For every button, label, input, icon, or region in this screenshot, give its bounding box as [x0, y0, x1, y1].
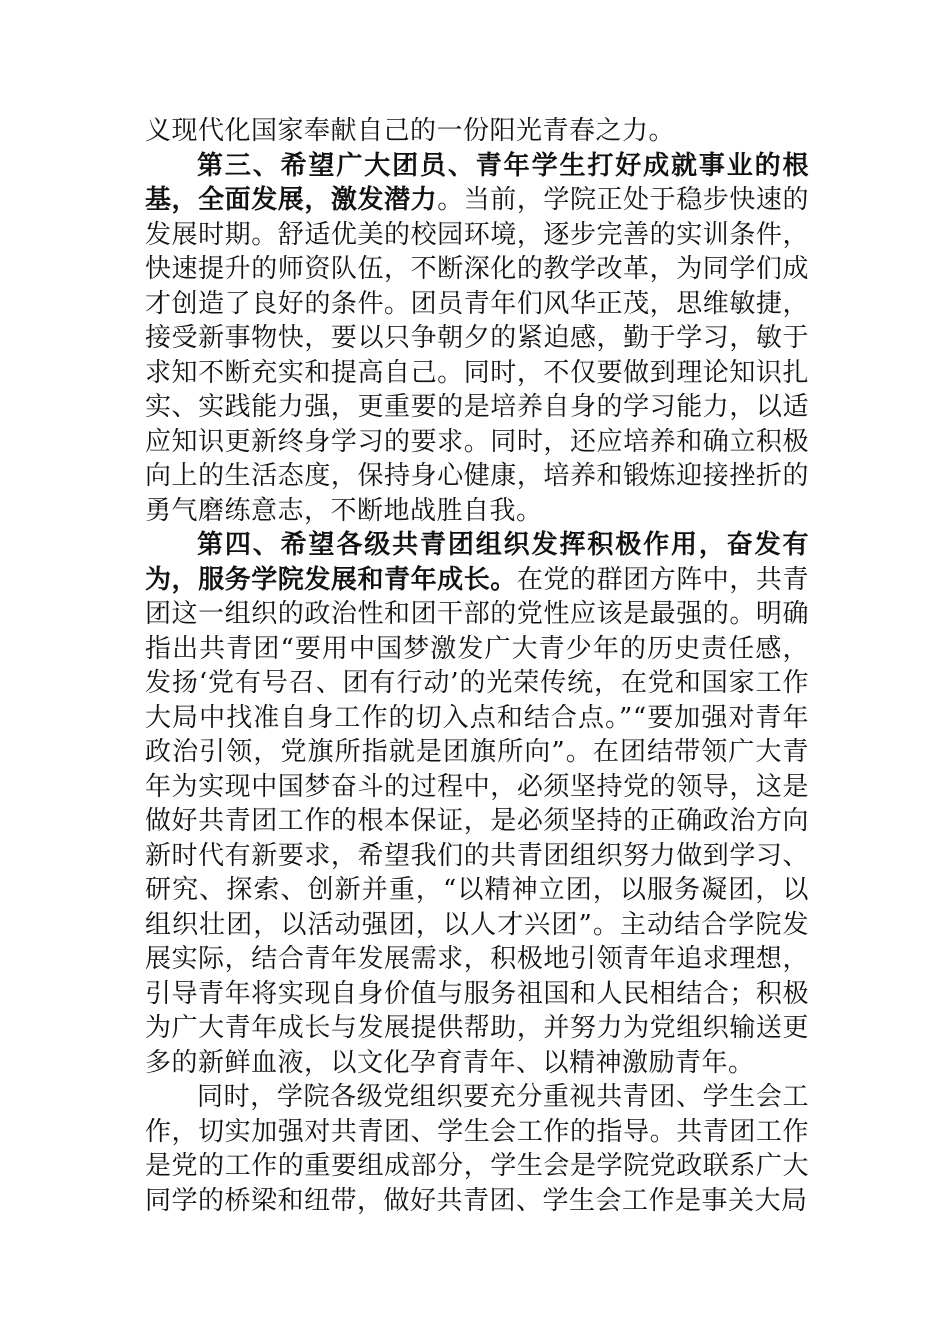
paragraph-text: 同时，学院各级党组织要充分重视共青团、学生会工作，切实加强对共青团、学生会工作的指导。共青团工作是党的工作的重要组成部分，学生会是学院党政联系广大同学的桥梁和纽带，做好共青团、学生会工作是事关大局: [145, 1082, 809, 1216]
paragraph-text: 。当前，学院正处于稳步快速的发展时期。舒适优美的校园环境，逐步完善的实训条件，快速提升的师资队伍，不断深化的教学改革，为同学们成才创造了良好的条件。团员青年们风华正茂，思维敏捷，接受新事物快，要以只争朝夕的紧迫感，勤于学习，敏于求知不断充实和提高自己。同时，不仅要做到理论知识扎实、实践能力强，更重要的是培养自身的学习能力，以适应知识更新终身学习的要求。同时，还应培养和确立积极向上的生活态度，保持身心健康，培养和锻炼迎接挫折的勇气磨练意志，不断地战胜自我。: [145, 185, 809, 526]
paragraph-party-guidance: [145, 1080, 809, 1218]
paragraph-heading: 第四、希望各级共青团组织发挥积极作用，奋发有为，服务学院发展和青年成长。: [145, 530, 809, 595]
paragraph-heading: 第三、希望广大团员、青年学生打好成就事业的根基，全面发展，激发潜力: [145, 150, 809, 215]
document-page: [145, 114, 809, 1218]
paragraph-text: 义现代化国家奉献自己的一份阳光青春之力。: [145, 116, 676, 146]
paragraph-point-three: [145, 149, 809, 529]
paragraph-continuation: [145, 114, 809, 149]
paragraph-point-four: [145, 528, 809, 1080]
paragraph-text: 在党的群团方阵中，共青团这一组织的政治性和团干部的党性应该是最强的。明确指出共青团“要用中国梦激发广大青少年的历史责任感，发扬‘党有号召、团有行动’的光荣传统，在党和国家工作大局中找准自身工作的切入点和结合点。”“要加强对青年政治引领，党旗所指就是团旗所向”。在团结带领广大青年为实现中国梦奋斗的过程中，必须坚持党的领导，这是做好共青团工作的根本保证，是必须坚持的正确政治方向新时代有新要求，希望我们的共青团组织努力做到学习、研究、探索、创新并重，“以精神立团，以服务凝团，以组织壮团，以活动强团，以人才兴团”。主动结合学院发展实际，结合青年发展需求，积极地引领青年追求理想，引导青年将实现自身价值与服务祖国和人民相结合；积极为广大青年成长与发展提供帮助，并努力为党组织输送更多的新鲜血液，以文化孕育青年、以精神激励青年。: [145, 564, 809, 1078]
